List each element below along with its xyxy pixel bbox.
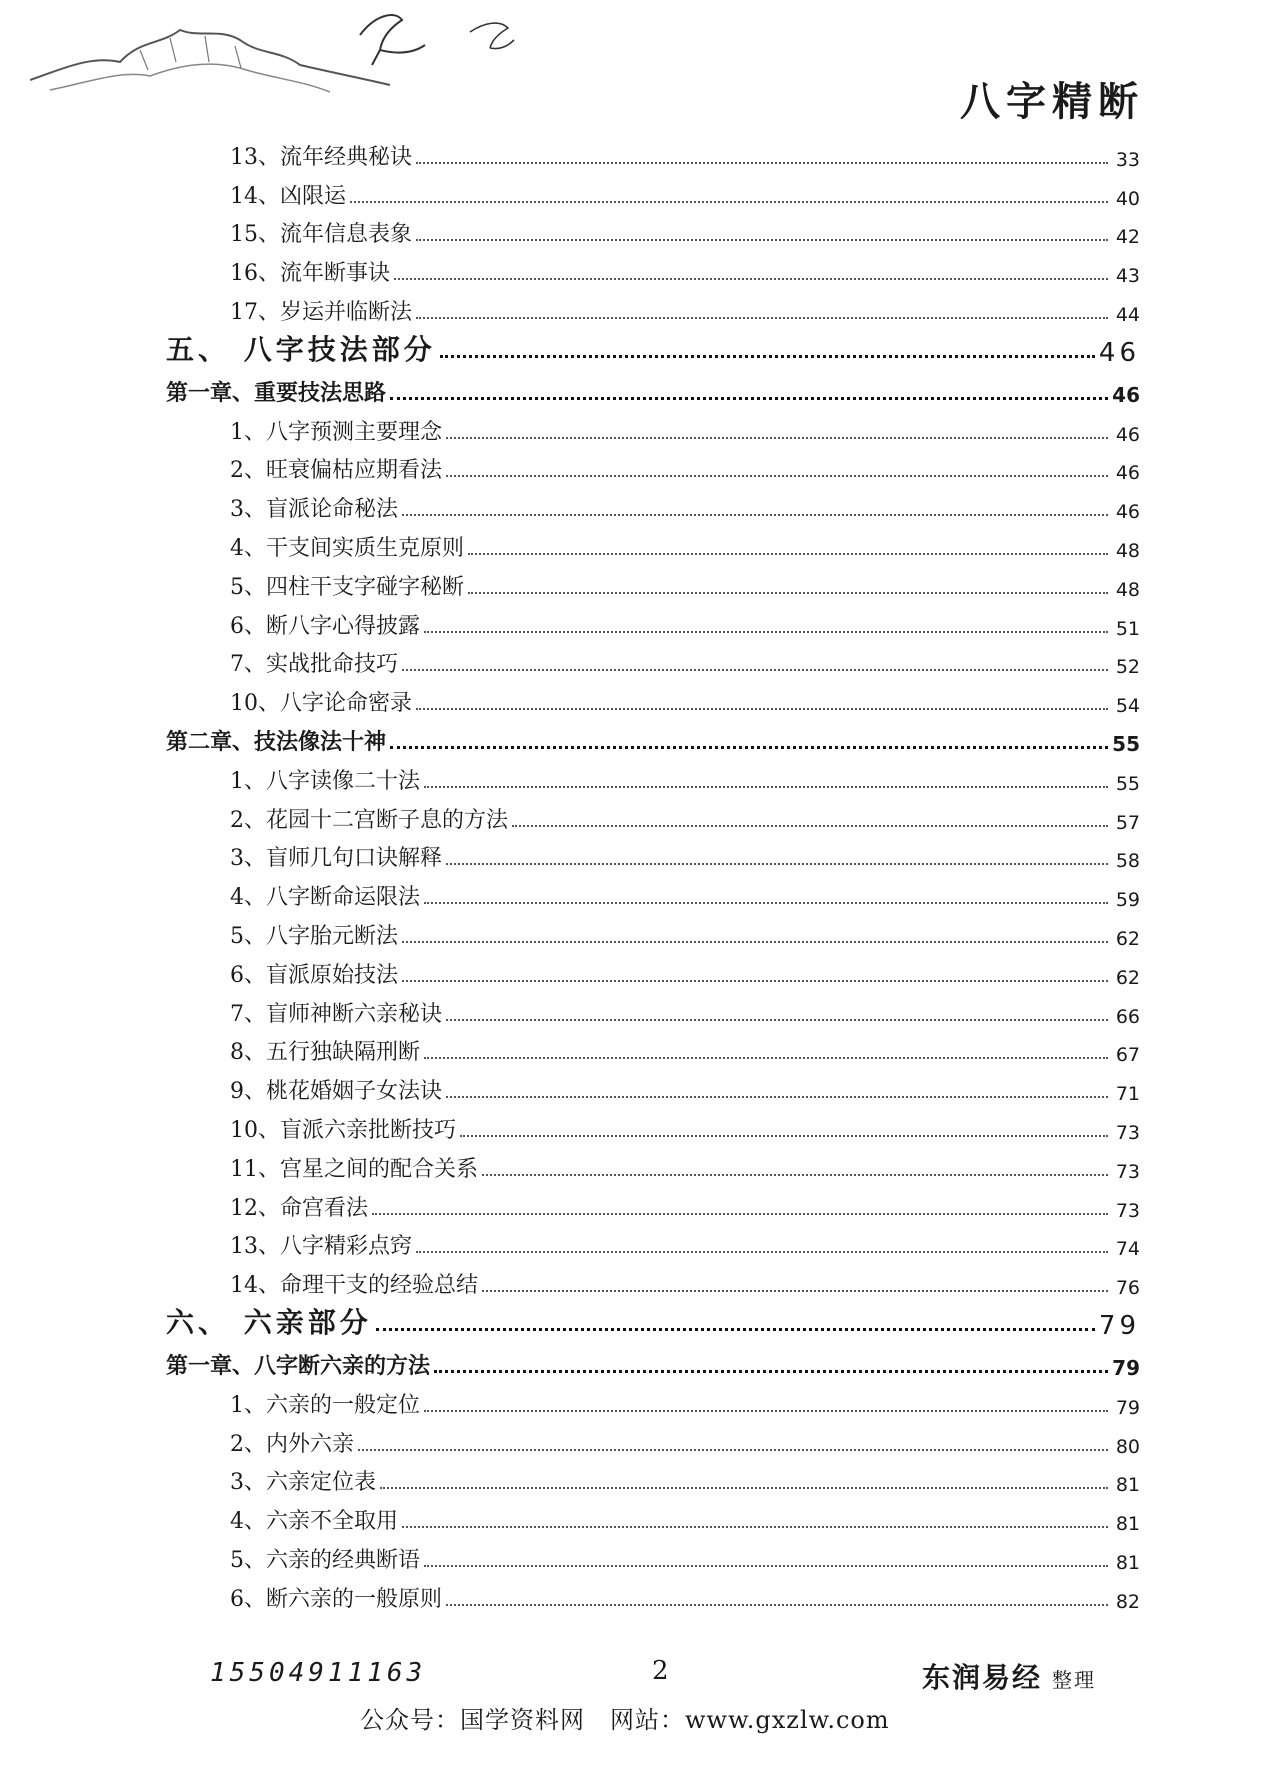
toc-entry-title: 2、内外六亲 [230, 1431, 354, 1457]
toc-entry-title: 13、八字精彩点窍 [230, 1234, 412, 1260]
toc-item [188, 640, 1140, 679]
toc-item [188, 171, 1140, 210]
toc-item [188, 1105, 1140, 1144]
toc-item [188, 1183, 1140, 1222]
toc-item [188, 678, 1140, 717]
toc-item [188, 562, 1140, 601]
toc-page-number: 46 [1112, 382, 1140, 407]
toc-item [188, 950, 1140, 989]
toc-page-number: 73 [1115, 1121, 1140, 1144]
toc-page-number: 57 [1115, 811, 1140, 834]
toc-entry-title: 1、六亲的一般定位 [230, 1392, 420, 1418]
toc-page-number: 46 [1115, 501, 1140, 524]
toc-entry-title: 11、宫星之间的配合关系 [230, 1156, 478, 1182]
toc-entry-title: 17、岁运并临断法 [230, 299, 412, 325]
toc-page-number: 73 [1115, 1160, 1140, 1183]
dot-leader [446, 1604, 1108, 1606]
toc-item [188, 1535, 1140, 1574]
toc-page-number: 81 [1115, 1474, 1140, 1497]
dot-leader [380, 1487, 1108, 1489]
toc-page-number: 43 [1115, 265, 1140, 288]
dot-leader [416, 162, 1108, 164]
toc-page-number: 55 [1112, 731, 1140, 756]
dot-leader [424, 1057, 1108, 1059]
toc-page-number: 44 [1115, 303, 1140, 326]
toc-page-number: 81 [1115, 1513, 1140, 1536]
toc-entry-title: 第二章、技法像法十神 [166, 728, 387, 755]
toc-page-number: 54 [1115, 695, 1140, 718]
toc-item [188, 911, 1140, 950]
dot-leader [372, 1213, 1108, 1215]
toc-item [188, 834, 1140, 873]
toc-entry-title: 9、桃花婚姻子女法诀 [230, 1079, 442, 1105]
toc-chapter [166, 1341, 1140, 1380]
toc-item [188, 1574, 1140, 1613]
toc-item [188, 872, 1140, 911]
toc-entry-title: 15、流年信息表象 [230, 222, 412, 248]
toc-entry-title: 3、六亲定位表 [230, 1470, 376, 1496]
toc-page-number: 40 [1115, 187, 1140, 210]
toc-entry-title: 1、八字读像二十法 [230, 768, 420, 794]
toc-entry-title: 第一章、重要技法思路 [166, 379, 387, 406]
toc-item [188, 287, 1140, 326]
toc-page-number: 73 [1115, 1199, 1140, 1222]
dot-leader [390, 397, 1108, 400]
toc-part [166, 326, 1140, 368]
dot-leader [482, 1174, 1108, 1176]
dot-leader [402, 514, 1108, 516]
toc-entry-title: 8、五行独缺隔刑断 [230, 1040, 420, 1066]
toc-item [188, 1380, 1140, 1419]
toc-page-number: 52 [1115, 656, 1140, 679]
dot-leader [416, 1251, 1108, 1253]
toc-page-number: 48 [1115, 539, 1140, 562]
toc-item [188, 989, 1140, 1028]
dot-leader [468, 592, 1108, 594]
dot-leader [468, 553, 1108, 555]
toc-page-number: 62 [1115, 927, 1140, 950]
mountain-crane-illustration [30, 10, 590, 110]
toc-item [188, 523, 1140, 562]
toc-chapter [166, 368, 1140, 407]
toc-item [188, 1458, 1140, 1497]
footer-author [922, 1656, 1096, 1696]
toc-entry-title: 6、断六亲的一般原则 [230, 1586, 442, 1612]
toc-page-number: 55 [1115, 772, 1140, 795]
dot-leader [350, 201, 1108, 203]
dot-leader [424, 1565, 1108, 1567]
toc-page-number: 62 [1115, 966, 1140, 989]
toc-entry-title: 7、盲师神断六亲秘诀 [230, 1001, 442, 1027]
dot-leader [424, 631, 1108, 633]
toc-item [188, 1144, 1140, 1183]
toc-page-number: 48 [1115, 578, 1140, 601]
running-header-title: 八字精断 [960, 78, 1144, 125]
toc-page-number: 80 [1115, 1435, 1140, 1458]
toc-entry-title: 六、 六亲部分 [166, 1306, 372, 1340]
toc-item [188, 1222, 1140, 1261]
toc-page-number: 67 [1115, 1044, 1140, 1067]
dot-leader [482, 1290, 1108, 1292]
toc-entry-title: 3、盲派论命秘法 [230, 497, 398, 523]
dot-leader [416, 708, 1108, 710]
toc-entry-title: 4、干支间实质生克原则 [230, 535, 464, 561]
toc-entry-title: 6、断八字心得披露 [230, 613, 420, 639]
toc-entry-title: 5、六亲的经典断语 [230, 1547, 420, 1573]
dot-leader [424, 1410, 1108, 1412]
toc-page-number: 76 [1115, 1277, 1140, 1300]
toc-item [188, 407, 1140, 446]
toc-item [188, 484, 1140, 523]
dot-leader [446, 863, 1108, 865]
toc-entry-title: 第一章、八字断六亲的方法 [166, 1352, 431, 1379]
toc-page-number: 66 [1115, 1005, 1140, 1028]
dot-leader [446, 1019, 1108, 1021]
toc-page-number: 33 [1115, 148, 1140, 171]
toc-entry-title: 1、八字预测主要理念 [230, 419, 442, 445]
toc-item [188, 446, 1140, 485]
toc-entry-title: 7、实战批命技巧 [230, 652, 398, 678]
footer-wechat-line: 公众号：国学资料网 网站：www.gxzlw.com [360, 1706, 890, 1734]
toc-item [188, 601, 1140, 640]
toc-entry-title: 5、四柱干支字碰字秘断 [230, 574, 464, 600]
toc-entry-title: 4、六亲不全取用 [230, 1509, 398, 1535]
toc-page-number: 46 [1115, 462, 1140, 485]
toc-entry-title: 2、旺衰偏枯应期看法 [230, 458, 442, 484]
dot-leader [460, 1135, 1108, 1137]
dot-leader [512, 825, 1108, 827]
toc-item [188, 756, 1140, 795]
dot-leader [416, 239, 1108, 241]
dot-leader [358, 1449, 1108, 1451]
toc-page-number: 42 [1115, 226, 1140, 249]
dot-leader [376, 1328, 1095, 1331]
page-number: 2 [652, 1656, 669, 1686]
toc-entry-title: 5、八字胎元断法 [230, 923, 398, 949]
dot-leader [402, 941, 1108, 943]
toc-entry-title: 3、盲师几句口诀解释 [230, 846, 442, 872]
dot-leader [416, 317, 1108, 319]
toc-item [188, 1066, 1140, 1105]
dot-leader [390, 746, 1108, 749]
dot-leader [434, 1370, 1108, 1373]
toc-item [188, 1260, 1140, 1299]
toc-entry-title: 14、命理干支的经验总结 [230, 1273, 478, 1299]
toc-item [188, 1496, 1140, 1535]
toc-entry-title: 6、盲派原始技法 [230, 962, 398, 988]
toc-entry-title: 12、命宫看法 [230, 1195, 368, 1221]
author-suffix: 整理 [1052, 1668, 1097, 1692]
toc-entry-title: 16、流年断事诀 [230, 261, 390, 287]
toc-entry-title: 4、八字断命运限法 [230, 885, 420, 911]
table-of-contents [166, 132, 1140, 1613]
toc-page-number: 58 [1115, 850, 1140, 873]
toc-entry-title: 13、流年经典秘诀 [230, 144, 412, 170]
toc-item [188, 248, 1140, 287]
toc-page-number: 79 [1115, 1396, 1140, 1419]
toc-page-number: 82 [1115, 1590, 1140, 1613]
dot-leader [394, 278, 1108, 280]
toc-part [166, 1299, 1140, 1341]
toc-page-number: 46 [1098, 337, 1140, 368]
author-name: 东润易经 [922, 1661, 1043, 1694]
toc-page-number: 46 [1115, 423, 1140, 446]
toc-page-number: 79 [1112, 1355, 1140, 1380]
toc-page-number: 51 [1115, 617, 1140, 640]
dot-leader [446, 1096, 1108, 1098]
toc-item [188, 1419, 1140, 1458]
dot-leader [424, 786, 1108, 788]
dot-leader [402, 669, 1108, 671]
toc-entry-title: 五、 八字技法部分 [166, 332, 436, 366]
toc-entry-title: 2、花园十二宫断子息的方法 [230, 807, 508, 833]
dot-leader [424, 902, 1108, 904]
dot-leader [440, 355, 1095, 358]
toc-item [188, 795, 1140, 834]
dot-leader [402, 980, 1108, 982]
toc-page-number: 74 [1115, 1238, 1140, 1261]
dot-leader [446, 437, 1108, 439]
toc-item [188, 1028, 1140, 1067]
dot-leader [446, 475, 1108, 477]
toc-item [188, 210, 1140, 249]
toc-page-number: 71 [1115, 1083, 1140, 1106]
toc-entry-title: 10、八字论命密录 [230, 691, 412, 717]
toc-page-number: 81 [1115, 1551, 1140, 1574]
toc-entry-title: 10、盲派六亲批断技巧 [230, 1117, 456, 1143]
toc-page-number: 59 [1115, 889, 1140, 912]
toc-chapter [166, 717, 1140, 756]
dot-leader [402, 1526, 1108, 1528]
toc-page-number: 79 [1098, 1311, 1140, 1342]
toc-item [188, 132, 1140, 171]
footer-phone-number: 15504911163 [210, 1658, 427, 1688]
toc-entry-title: 14、凶限运 [230, 183, 346, 209]
